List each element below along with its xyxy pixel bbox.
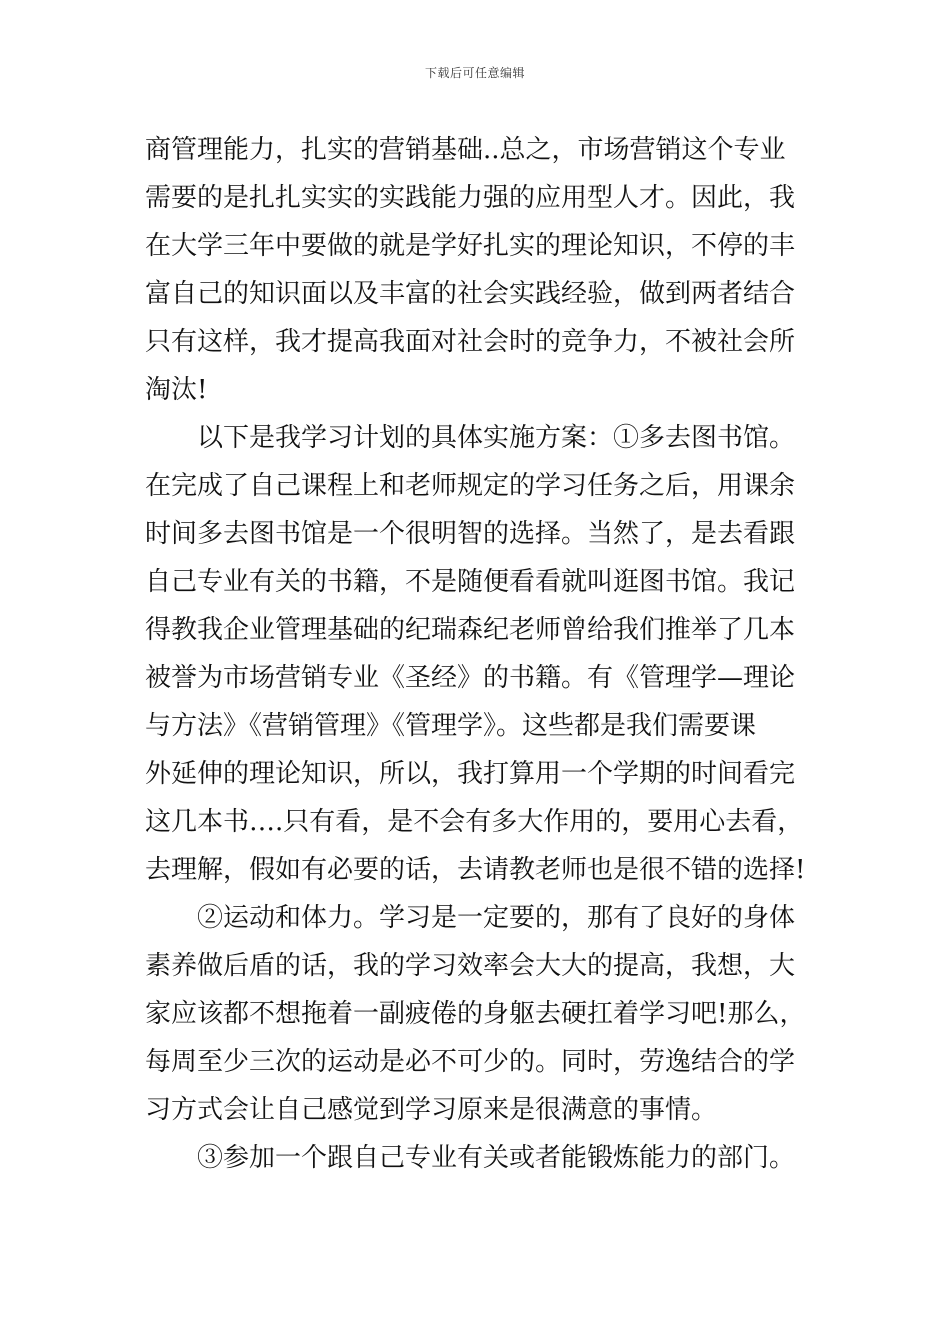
text-line: 得教我企业管理基础的纪瑞森纪老师曾给我们推举了几本 bbox=[145, 615, 796, 645]
text-line: 以下是我学习计划的具体实施方案：①多去图书馆。 bbox=[145, 423, 796, 453]
text-line: 素养做后盾的话，我的学习效率会大大的提高，我想，大 bbox=[145, 951, 796, 981]
text-line: 淘汰! bbox=[145, 375, 208, 405]
text-line: 外延伸的理论知识，所以，我打算用一个学期的时间看完 bbox=[145, 759, 796, 789]
text-line: 富自己的知识面以及丰富的社会实践经验，做到两者结合 bbox=[145, 279, 796, 309]
text-line: 商管理能力，扎实的营销基础..总之，市场营销这个专业 bbox=[145, 135, 786, 165]
text-line: 自己专业有关的书籍，不是随便看看就叫逛图书馆。我记 bbox=[145, 567, 796, 597]
text-line: 在大学三年中要做的就是学好扎实的理论知识，不停的丰 bbox=[145, 231, 796, 261]
text-line: 被誉为市场营销专业《圣经》的书籍。有《管理学—理论 bbox=[145, 663, 796, 693]
text-line: 需要的是扎扎实实的实践能力强的应用型人才。因此，我 bbox=[145, 183, 796, 213]
page-header: 下载后可任意编辑 bbox=[424, 66, 525, 80]
text-line: ②运动和体力。学习是一定要的，那有了良好的身体 bbox=[145, 903, 796, 933]
text-line: 去理解，假如有必要的话，去请教老师也是很不错的选择! bbox=[145, 855, 806, 885]
text-line: 这几本书….只有看，是不会有多大作用的，要用心去看， bbox=[145, 807, 804, 837]
text-line: 家应该都不想拖着一副疲倦的身躯去硬扛着学习吧!那么， bbox=[145, 999, 806, 1029]
text-line: 每周至少三次的运动是必不可少的。同时，劳逸结合的学 bbox=[145, 1047, 796, 1077]
text-line: ③参加一个跟自己专业有关或者能锻炼能力的部门。 bbox=[145, 1143, 796, 1173]
text-line: 时间多去图书馆是一个很明智的选择。当然了，是去看跟 bbox=[145, 519, 796, 549]
body-text bbox=[145, 126, 810, 1182]
text-line: 与方法》《营销管理》《管理学》。这些都是我们需要课 bbox=[145, 711, 757, 741]
text-line: 在完成了自己课程上和老师规定的学习任务之后，用课余 bbox=[145, 471, 796, 501]
text-line: 习方式会让自己感觉到学习原来是很满意的事情。 bbox=[145, 1095, 718, 1125]
text-line: 只有这样，我才提高我面对社会时的竞争力，不被社会所 bbox=[145, 327, 796, 357]
